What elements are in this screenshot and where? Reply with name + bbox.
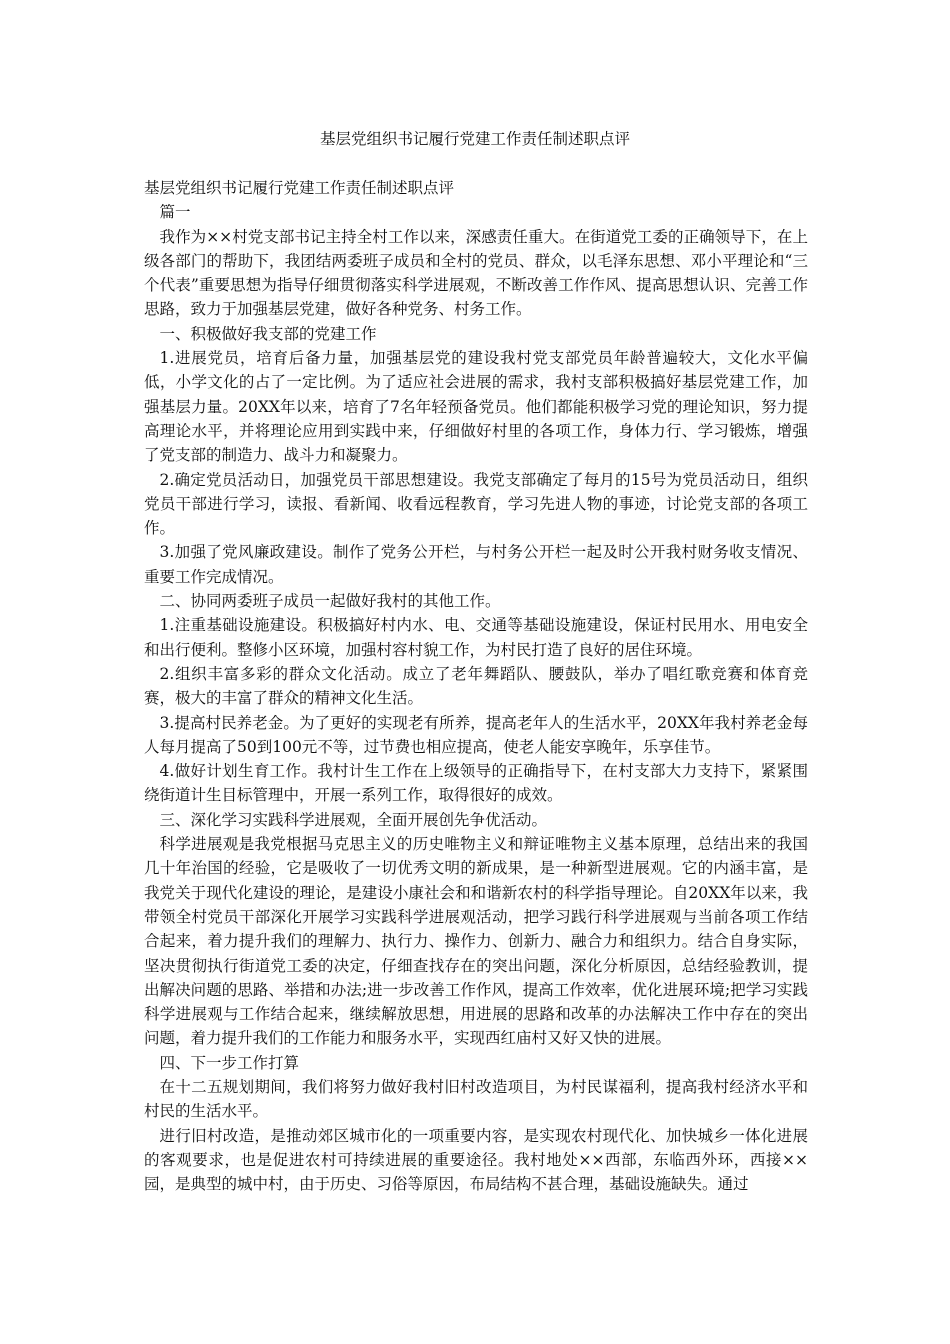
section-heading-1: 一、积极做好我支部的党建工作 — [159, 324, 377, 343]
paragraph-1-2: 2.确定党员活动日，加强党员干部思想建设。我党支部确定了每月的15号为党员活动日，组织党员干部进行学习，读报、看新闻、收看远程教育，学习先进人物的事迹，讨论党支部的各项工作。 — [144, 470, 808, 538]
paragraph-3-1: 科学进展观是我党根据马克思主义的历史唯物主义和辩证唯物主义基本原理，总结出来的我国几十年治国的经验，它是吸收了一切优秀文明的新成果，是一种新型进展观。它的内涵丰富，是我党关于现代化建设的理论，是建设小康社会和和谐新农村的科学指导理论。自20XX年以来，我带领全村党员干部深化开展学习实践科学进展观活动，把学习践行科学进展观与当前各项工作结合起来，着力提升我们的理解力、执行力、操作力、创新力、融合力和组织力。结合自身实际，坚决贯彻执行街道党工委的决定，仔细查找存在的突出问题，深化分析原因，总结经验教训，提出解决问题的思路、举措和办法;进一步改善工作作风，提高工作效率，优化进展环境;把学习实践科学进展观与工作结合起来，继续解放思想，用进展的思路和改革的办法解决工作中存在的突出问题，着力提升我们的工作能力和服务水平，实现西红庙村又好又快的进展。 — [144, 835, 808, 1048]
paragraph-2-3: 3.提高村民养老金。为了更好的实现老有所养，提高老年人的生活水平，20XX年我村养老金每人每月提高了50到100元不等，过节费也相应提高，使老人能安享晚年，乐享佳节。 — [144, 713, 808, 756]
paragraph-2-2: 2.组织丰富多彩的群众文化活动。成立了老年舞蹈队、腰鼓队，举办了唱红歌竞赛和体育竞赛，极大的丰富了群众的精神文化生活。 — [144, 664, 808, 708]
section-label-pian-yi: 篇一 — [159, 203, 191, 222]
section-heading-4: 四、下一步工作打算 — [159, 1053, 300, 1072]
section-heading-3: 三、深化学习实践科学进展观，全面开展创先争优活动。 — [159, 810, 548, 829]
paragraph-2-1: 1.注重基础设施建设。积极搞好村内水、电、交通等基础设施建设，保证村民用水、用电安全和出行便利。整修小区环境，加强村容村貌工作，为村民打造了良好的居住环境。 — [144, 616, 808, 659]
paragraph-1-1: 1.进展党员，培育后备力量，加强基层党的建设我村党支部党员年龄普遍较大，文化水平偏低，小学文化的占了一定比例。为了适应社会进展的需求，我村支部积极搞好基层党建工作，加强基层力量。20XX年以来，培育了7名年轻预备党员。他们都能积极学习党的理论知识，努力提高理论水平，并将理论应用到实践中来，仔细做好村里的各项工作，身体力行、学习锻炼，增强了党支部的制造力、战斗力和凝聚力。 — [144, 349, 808, 465]
paragraph-4-2: 进行旧村改造，是推动郊区城市化的一项重要内容，是实现农村现代化、加快城乡一体化进展的客观要求，也是促进农村可持续进展的重要途径。我村地处××西部，东临西外环，西接××园，是典型的城中村，由于历史、习俗等原因，布局结构不甚合理，基础设施缺失。通过 — [144, 1126, 808, 1194]
paragraph-4-1: 在十二五规划期间，我们将努力做好我村旧村改造项目，为村民谋福利，提高我村经济水平和村民的生活水平。 — [144, 1077, 808, 1121]
paragraph-intro: 我作为××村党支部书记主持全村工作以来，深感责任重大。在街道党工委的正确领导下，在上级各部门的帮助下，我团结两委班子成员和全村的党员、群众，以毛泽东思想、邓小平理论和“三个代表”重要思想为指导仔细贯彻落实科学进展观，不断改善工作作风、提高思想认识、完善工作思路，致力于加强基层党建，做好各种党务、村务工作。 — [144, 227, 808, 319]
paragraph-1-3: 3.加强了党风廉政建设。制作了党务公开栏，与村务公开栏一起及时公开我村财务收支情况、重要工作完成情况。 — [144, 543, 808, 586]
body-heading: 基层党组织书记履行党建工作责任制述职点评 — [144, 179, 455, 197]
document-title: 基层党组织书记履行党建工作责任制述职点评 — [319, 130, 630, 148]
document-body — [144, 176, 808, 1196]
section-heading-2: 二、协同两委班子成员一起做好我村的其他工作。 — [159, 592, 501, 611]
paragraph-2-4: 4.做好计划生育工作。我村计生工作在上级领导的正确指导下，在村支部大力支持下，紧紧围绕街道计生目标管理中，开展一系列工作，取得很好的成效。 — [144, 762, 808, 805]
